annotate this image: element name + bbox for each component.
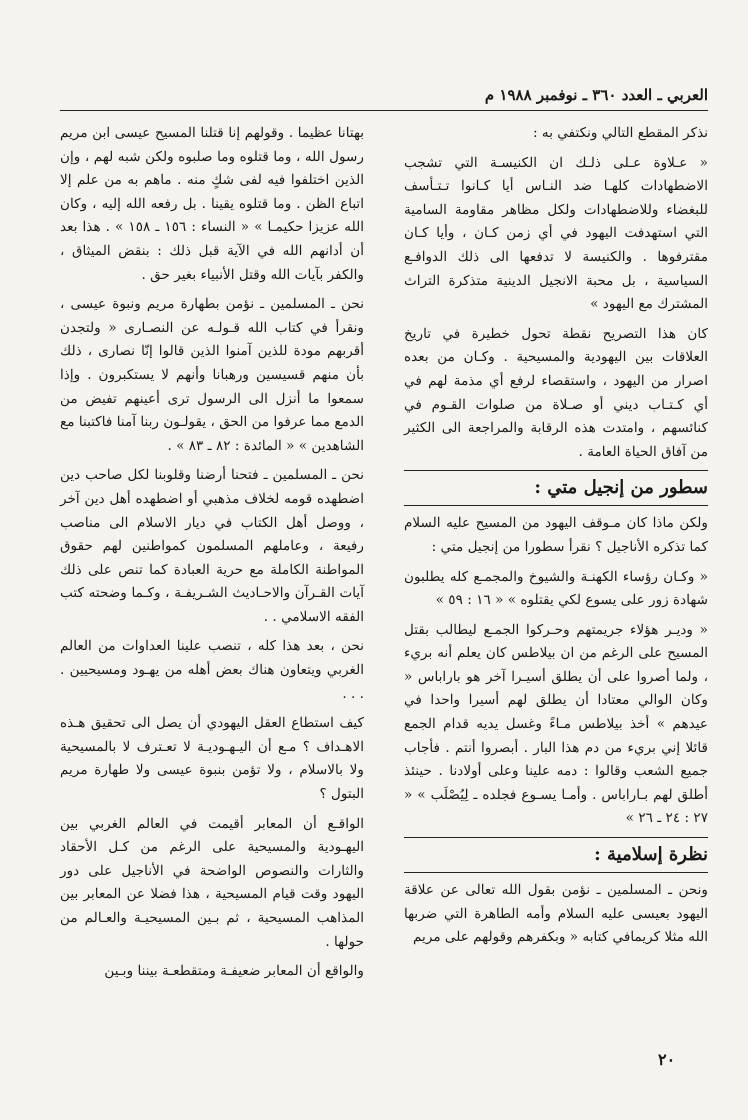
left-column — [60, 122, 364, 990]
paragraph: « وديـر هؤلاء جريمتهم وحـركوا الجمـع ليطالب بقتل المسيح على الرغم من ان بيلاطس كان يعلم أنه بريء ، ولما أصروا على أن يطلق أسيـرا آخر هو باراباس « وكان الوالي معتادا أن يطلق لهم أسيرا واحدا في عيدهم » أخذ بيلاطس مـاءً وغسل يديه قدام الجمع قائلا إني بريء من دم هذا البار . أبصروا أنتم . فأجاب جميع الشعب وقالوا : دمه علينا وعلى أولادنا . حينئذ أطلق لهم بـاراباس . وأمـا يسـوع فجلده ـ لِيُصْلَب » « ٢٧ : ٢٤ ـ ٢٦ » — [404, 621, 708, 827]
paragraph: نحن ـ المسلمين ـ نؤمن بطهارة مريم ونبوة عيسى ، ونقرأ في كتاب الله قـولـه عن النصـارى « ولتجدن أقربهم مودة للذين آمنوا الذين قالوا إنّا نصارى ، ذلك بأن منهم قسيسين ورهبانا وأنهم لا يستكبرون . وإذا سمعوا ما أنزل الى الرسول ترى أعينهم تفيض من الدمع مما عرفوا من الحق ، يقولـون ربنا آمنا فاكتبنا مع الشاهدين » « المائدة : ٨٢ ـ ٨٣ » . — [60, 296, 364, 454]
paragraph: نذكر المقطع التالي ونكتفي به : — [533, 125, 708, 141]
paragraph: نحن ـ المسلمين ـ فتحنا أرضنا وقلوبنا لكل صاحب دين اضطهده قومه لخلاف مذهبي أو اضطهده أهل دين آخر ، ووصل أهل الكتاب في ديار الاسلام الى مناصب رفيعة ، وعاملهم المسلمون كمواطنين لهم حقوق المواطنة الكاملة مع حرية العبادة كما تنص على ذلك آيات القـرآن والاحـاديث الشـريفـة ، وكـما وضحته كتب الفقه الاسلامي . . — [60, 467, 364, 625]
paragraph: كيف استطاع العقل اليهودي أن يصل الى تحقيق هـذه الاهـداف ؟ مـع أن اليـهـوديـة لا تعـترف لا بالمسيحية ولا بالاسلام ، ولا تؤمن بنبوة عيسى ولا طهارة مريم البتول ؟ — [60, 715, 364, 803]
paragraph: « وكـان رؤساء الكهنـة والشيوخ والمجمـع كله يطلبون شهادة زور على يسوع لكي يقتلوه » « ١٦ : ٥٩ » — [404, 568, 708, 609]
paragraph: ولكن ماذا كان مـوقف اليهود من المسيح عليه السلام كما تذكره الأناجيل ؟ نقرأ سطورا من إنجيل متي : — [404, 515, 708, 555]
paragraph: « عـلاوة عـلى ذلـك ان الكنيسـة التي تشجب الاضطهادات كلهـا ضد النـاس أيا كـانوا تـتـأسف للبغضاء وللاضطهادات ولكل مظاهر مقاومة السامية التي استهدفت اليهود في أي زمن كـان ، وأيا كـان مقترفوها . والكنيسة لا تدفعها الى ذلك الدوافـع السياسية ، بل محبة الانجيل الدينية متذكرة التراث المشترك مع اليهود » — [404, 154, 708, 313]
header-rule — [60, 110, 708, 111]
paragraph: بهتانا عظيما . وقولهم إنا قتلنا المسيح عيسى ابن مريم رسول الله ، وما قتلوه وما صلبوه ولكن شبه لهم ، وإن الذين اختلفوا فيه لفى شكٍ منه . ماهم به من علم إلا اتباع الظن . وما قتلوه يقينا . بل رفعه الله إليه ، وكان الله عزيزا حكيمـا » « النساء : ١٥٦ ـ ١٥٨ » . هذا بعد أن أدانهم الله في الآية قبل ذلك : بنقض الميثاق ، والكفر بآيات الله وقتل الأنبياء بغير حق . — [60, 125, 364, 283]
paragraph: نحن ، بعد هذا كله ، تنصب علينا العداوات من العالم الغربي ويتعاون هناك بعض أهله من يهـود ومسيحيين . . . . — [60, 638, 364, 702]
page-number: ٢٠ — [658, 1050, 676, 1069]
paragraph: ونحن ـ المسلمين ـ نؤمن بقول الله تعالى عن علاقة اليهود بعيسى عليه السلام وأمه الطاهرة التي ضربها الله مثلا كريمافي كتابه « وبكفرهم وقولهم على مريم — [404, 882, 708, 946]
paragraph: والواقع أن المعابر ضعيفـة ومتقطعـة بيننا وبـين — [104, 963, 364, 980]
right-column — [404, 122, 708, 956]
section-heading-matthew: سطور من إنجيل متي : — [404, 470, 708, 506]
running-header: العربي ـ العدد ٣٦٠ ـ نوفمبر ١٩٨٨ م — [484, 86, 708, 104]
section-heading-islamic-view: نظرة إسلامية : — [404, 837, 708, 873]
paragraph: كان هذا التصريح نقطة تحول خطيرة في تاريخ العلاقات بين اليهودية والمسيحية . وكـان من بعده اصرار من اليهود ، واستقصاء لرفع أي مذمة لهم في أي كـتـاب ديني أو صـلاة من صلوات القـوم في كنائسهم ، وامتدت هذه الرقابة والمراجعة الى الكثير من آفاق الحياة العامة . — [404, 325, 708, 460]
paragraph: الواقـع أن المعابر أقيمت في العالم الغربي بين اليهـودية والمسيحية على الرغم من كـل الأحقاد والثارات والنصوص الواضحة في الأناجيل على دور اليهود وقت قيام المسيحية ، هذا فضلا عن المعابر بين المذاهب المسيحية ، ثم بـين المسيحيـة والعـالم من حولها . — [60, 815, 364, 950]
